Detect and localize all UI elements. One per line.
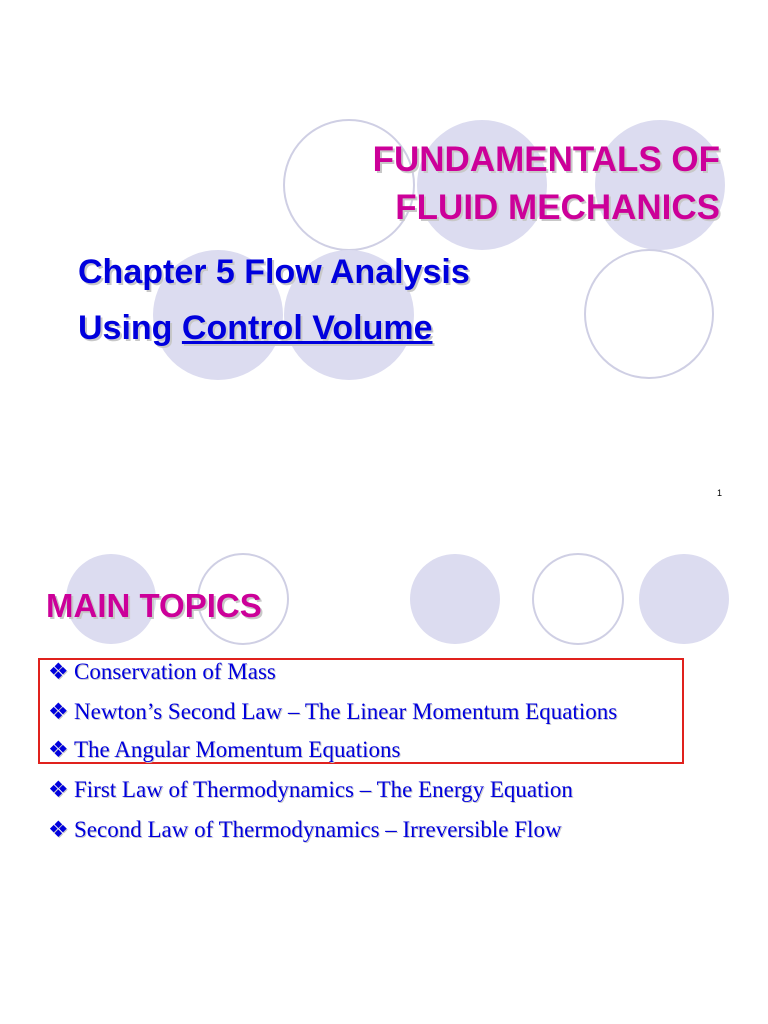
- circle-filled: [639, 554, 729, 644]
- main-topics-title: MAIN TOPICS: [46, 587, 262, 624]
- title-line-2: FLUID MECHANICS: [395, 188, 720, 227]
- topic-text: Second Law of Thermodynamics – Irreversible Flow: [74, 817, 562, 842]
- page-number: 1: [716, 488, 722, 498]
- list-item: [48, 696, 728, 727]
- slide-title: [373, 136, 720, 232]
- chapter-line-2-prefix: Using: [78, 309, 182, 347]
- list-item: [48, 774, 728, 805]
- diamond-bullet-icon: ❖: [48, 699, 69, 724]
- chapter-line-2-underlined: Control Volume: [181, 309, 433, 347]
- diamond-bullet-icon: ❖: [48, 659, 69, 684]
- slide-2: [0, 512, 768, 1024]
- diamond-bullet-icon: ❖: [48, 817, 69, 842]
- topic-text: Conservation of Mass: [74, 659, 276, 684]
- diamond-bullet-icon: ❖: [48, 737, 69, 762]
- diamond-bullet-icon: ❖: [48, 777, 69, 802]
- circle-filled: [410, 554, 500, 644]
- topic-text: First Law of Thermodynamics – The Energy Equation: [74, 777, 573, 802]
- topics-list: [48, 656, 728, 854]
- topic-text: Newton’s Second Law – The Linear Momentum Equations: [74, 699, 618, 724]
- circle-outline: [533, 554, 623, 644]
- list-item: [48, 656, 728, 687]
- list-item: [48, 734, 728, 765]
- list-item: [48, 814, 728, 845]
- circle-outline: [585, 250, 713, 378]
- title-line-1: FUNDAMENTALS OF: [372, 140, 720, 179]
- chapter-line-1: Chapter 5 Flow Analysis: [78, 253, 470, 291]
- topic-text: The Angular Momentum Equations: [74, 737, 401, 762]
- chapter-heading: [78, 244, 470, 356]
